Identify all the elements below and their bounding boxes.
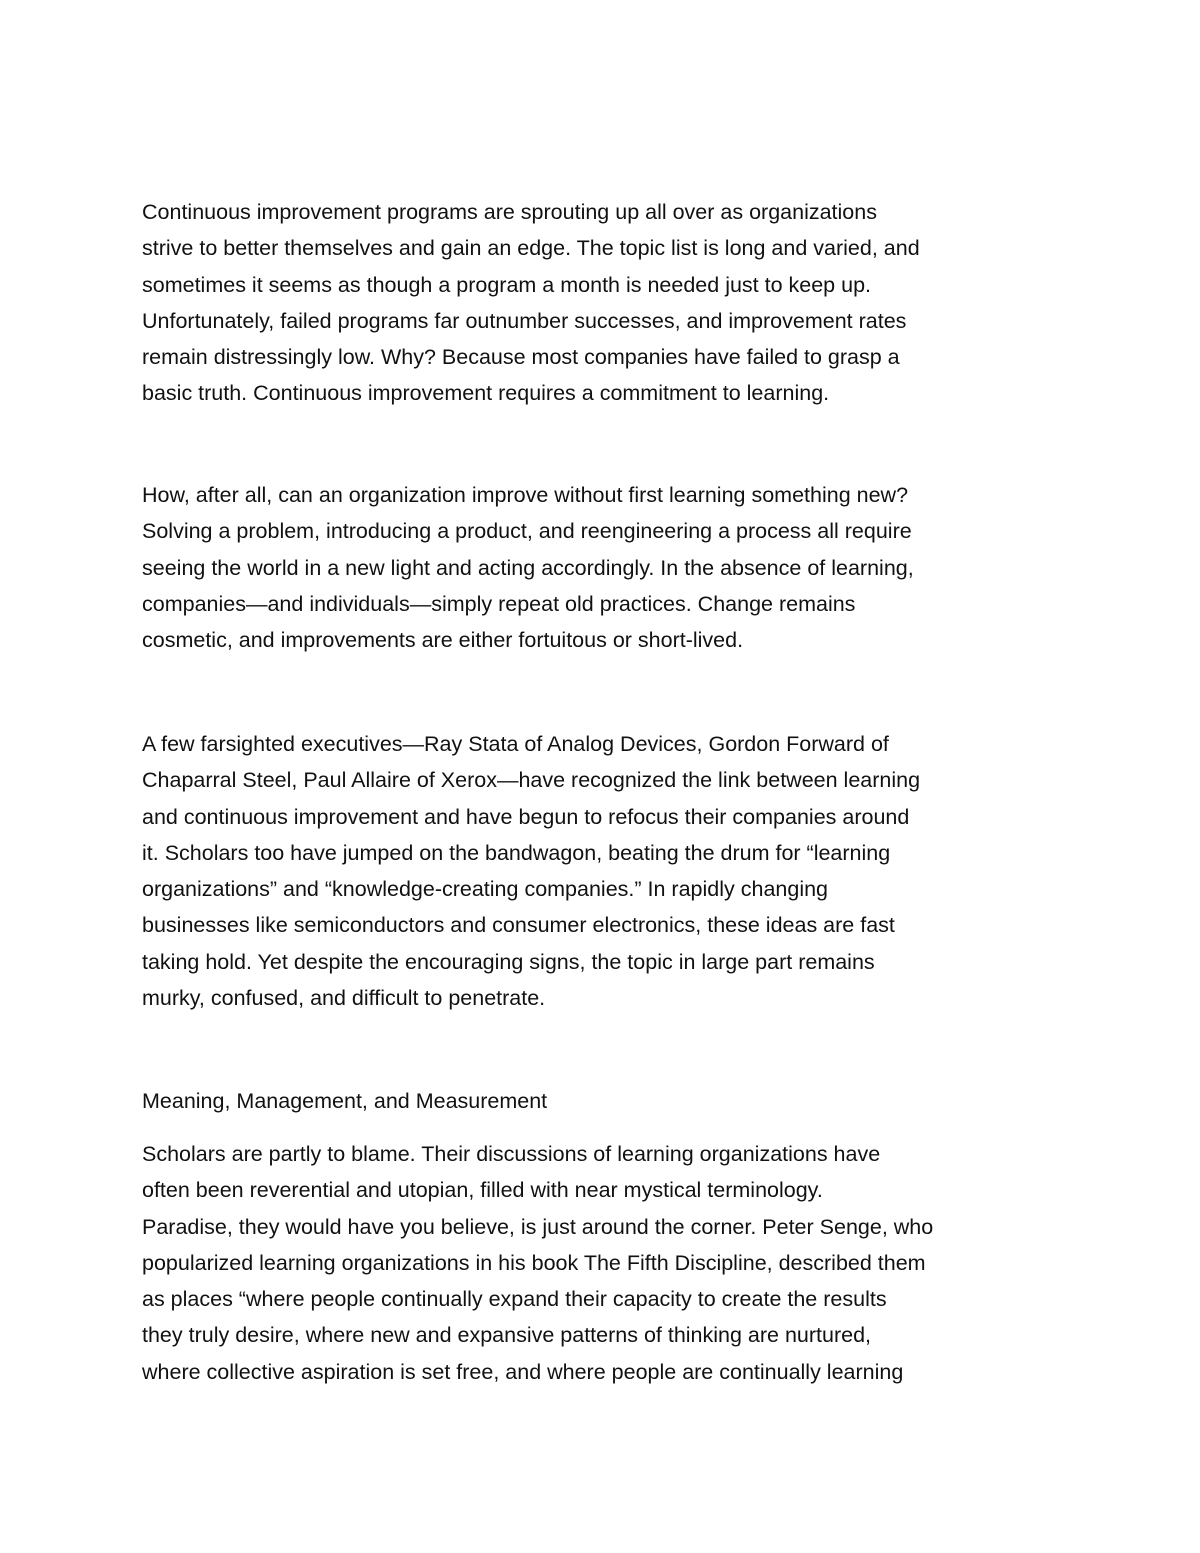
paragraph-scholars-blame: Scholars are partly to blame. Their discussions of learning organizations have often been reverential and utopian, filled with near mystical terminology. Paradise, they would have you believe, is just around the corner. Peter Senge, who popularized learning organizations in his book The Fifth Discipline, described them as places “where people continually expand their capacity to create the results they truly desire, where new and expansive patterns of thinking are nurtured, where collective aspiration is set free, and where people are continually learning [142,1142,934,1384]
paragraph-farsighted-executives: A few farsighted executives—Ray Stata of Analog Devices, Gordon Forward of Chaparral Steel, Paul Allaire of Xerox—have recognized the link between learning and continuous improvement and have begun to refocus their companies around it. Scholars too have jumped on the bandwagon, beating the drum for “learning organizations” and “knowledge-creating companies.” In rapidly changing businesses like semiconductors and consumer electronics, these ideas are fast taking hold. Yet despite the encouraging signs, the topic in large part remains murky, confused, and difficult to penetrate. [142,732,921,1011]
paragraph-how-after-all: How, after all, can an organization improve without first learning something new? Solving a problem, introducing a product, and reengineering a process all require seeing the world in a new light and acting accordingly. In the absence of learning, companies—and individuals—simply repeat old practices. Change remains cosmetic, and improvements are either fortuitous or short-lived. [142,483,914,653]
section-heading: Meaning, Management, and Measurement [142,1089,548,1113]
paragraph-continuous-improvement: Continuous improvement programs are sprouting up all over as organizations strive to better themselves and gain an edge. The topic list is long and varied, and sometimes it seems as though a program a month is needed just to keep up. Unfortunately, failed programs far outnumber successes, and improvement rates remain distressingly low. Why? Because most companies have failed to grasp a basic truth. Continuous improvement requires a commitment to learning. [142,200,920,406]
